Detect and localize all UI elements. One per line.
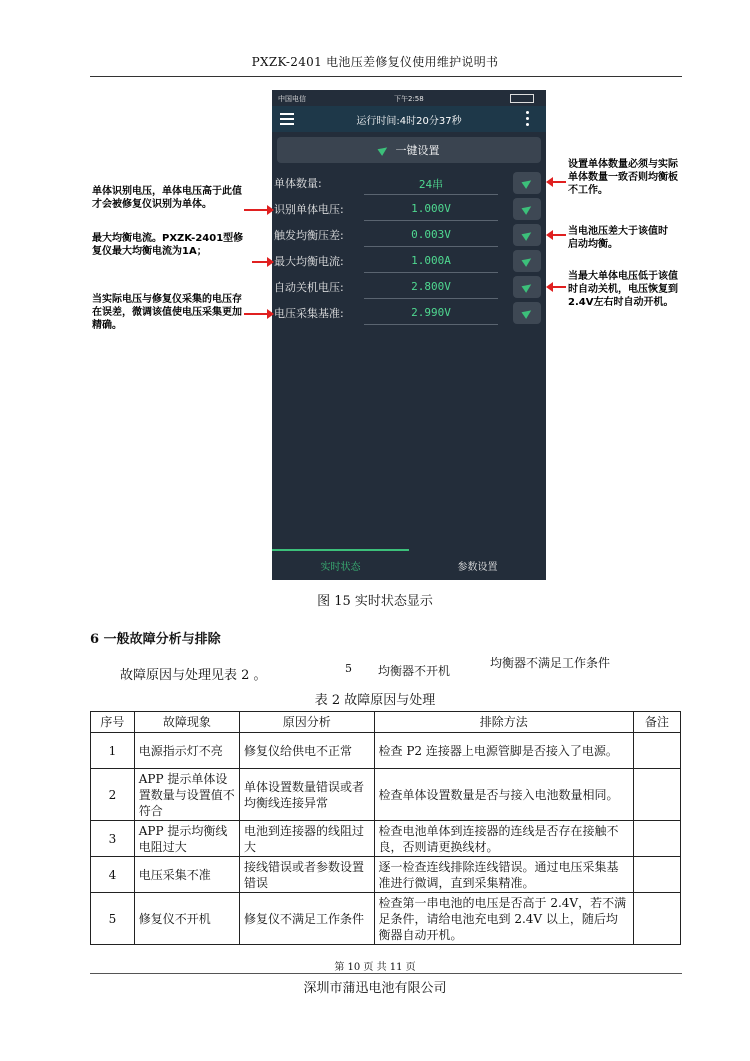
table-row bbox=[91, 821, 681, 857]
annotation-cell-count: 设置单体数量必须与实际单体数量一致否则均衡板不工作。 bbox=[568, 159, 678, 196]
cell-phenomenon: 电源指示灯不亮 bbox=[134, 733, 239, 769]
cell-cause: 修复仪不满足工作条件 bbox=[240, 893, 374, 945]
table-row bbox=[91, 893, 681, 945]
one-key-setup-button[interactable] bbox=[277, 137, 541, 163]
app-bar bbox=[272, 106, 546, 132]
cell-fix: 逐一检查连线排除连线错误。通过电压采集基准进行微调，直到采集精准。 bbox=[374, 857, 634, 893]
send-button[interactable] bbox=[513, 302, 541, 324]
cell-note bbox=[634, 857, 681, 893]
send-icon bbox=[521, 229, 533, 241]
col-header: 故障现象 bbox=[134, 712, 239, 733]
send-icon bbox=[521, 307, 533, 319]
fault-table bbox=[90, 711, 681, 945]
send-button[interactable] bbox=[513, 276, 541, 298]
annotation-detect-voltage: 单体识别电压，单体电压高于此值才会被修复仪识别为单体。 bbox=[92, 186, 242, 210]
status-bar bbox=[272, 90, 546, 106]
annotation-arrow bbox=[244, 209, 268, 211]
send-icon bbox=[521, 255, 533, 267]
col-header: 备注 bbox=[634, 712, 681, 733]
param-label: 最大均衡电流: bbox=[274, 255, 344, 268]
more-icon[interactable] bbox=[526, 111, 530, 127]
carrier-label: 中国电信 bbox=[278, 95, 306, 103]
annotation-shutdown-voltage: 当最大单体电压低于该值时自动关机，电压恢复到2.4V左右时自动开机。 bbox=[568, 271, 678, 308]
annotation-arrow bbox=[552, 181, 566, 183]
param-row-voltage-base bbox=[272, 300, 546, 326]
table-caption: 表 2 故障原因与处理 bbox=[314, 693, 436, 708]
param-label: 触发均衡压差: bbox=[274, 229, 344, 242]
app-screenshot bbox=[272, 90, 546, 580]
intro-paragraph: 故障原因与处理见表 2 。 bbox=[120, 668, 267, 683]
stray-cause: 均衡器不满足工作条件 bbox=[490, 656, 611, 670]
cell-fix: 检查电池单体到连接器的连线是否存在接触不良，否则请更换线材。 bbox=[374, 821, 634, 857]
param-label: 自动关机电压: bbox=[274, 281, 344, 294]
send-button[interactable] bbox=[513, 172, 541, 194]
footer-divider bbox=[90, 973, 682, 974]
cell-cause: 接线错误或者参数设置错误 bbox=[240, 857, 374, 893]
send-icon bbox=[521, 281, 533, 293]
cell-no: 5 bbox=[91, 893, 135, 945]
param-value[interactable]: 2.990V bbox=[411, 306, 451, 319]
send-button[interactable] bbox=[513, 198, 541, 220]
cell-fix: 检查 P2 连接器上电源管脚是否接入了电源。 bbox=[374, 733, 634, 769]
cell-no: 2 bbox=[91, 769, 135, 821]
cell-no: 4 bbox=[91, 857, 135, 893]
annotation-arrow bbox=[552, 286, 566, 288]
table-row bbox=[91, 733, 681, 769]
section-title: 6 一般故障分析与排除 bbox=[90, 632, 221, 647]
figure-caption: 图 15 实时状态显示 bbox=[317, 594, 433, 609]
cell-note bbox=[634, 733, 681, 769]
param-row-shutdown-voltage bbox=[272, 274, 546, 300]
annotation-trigger-diff: 当电池压差大于该值时启动均衡。 bbox=[568, 226, 668, 250]
param-label: 单体数量: bbox=[274, 177, 322, 190]
cell-phenomenon: APP 提示均衡线电阻过大 bbox=[134, 821, 239, 857]
send-button[interactable] bbox=[513, 224, 541, 246]
bottom-tab-bar bbox=[272, 548, 546, 580]
param-value[interactable]: 24串 bbox=[418, 178, 444, 191]
status-time: 下午2:58 bbox=[394, 95, 424, 103]
stray-number: 5 bbox=[345, 662, 352, 675]
cell-no: 3 bbox=[91, 821, 135, 857]
cell-cause: 修复仪给供电不正常 bbox=[240, 733, 374, 769]
cell-no: 1 bbox=[91, 733, 135, 769]
table-row bbox=[91, 769, 681, 821]
send-icon bbox=[521, 177, 533, 189]
stray-phenomenon: 均衡器不开机 bbox=[378, 664, 451, 678]
tab-realtime[interactable]: 实时状态 bbox=[320, 562, 361, 573]
cell-cause: 电池到连接器的线阻过大 bbox=[240, 821, 374, 857]
param-label: 电压采集基准: bbox=[274, 307, 344, 320]
tab-params[interactable]: 参数设置 bbox=[457, 562, 498, 573]
cell-note bbox=[634, 821, 681, 857]
cell-phenomenon: 修复仪不开机 bbox=[134, 893, 239, 945]
param-row-cell-count bbox=[272, 170, 546, 196]
battery-icon bbox=[510, 94, 534, 103]
send-button[interactable] bbox=[513, 250, 541, 272]
cell-note bbox=[634, 769, 681, 821]
page-number: 第 10 页 共 11 页 bbox=[334, 962, 416, 973]
runtime-label: 运行时间:4时20分37秒 bbox=[356, 116, 462, 127]
table-row bbox=[91, 857, 681, 893]
company-name: 深圳市蒲迅电池有限公司 bbox=[303, 981, 447, 996]
param-value[interactable]: 1.000A bbox=[411, 254, 451, 267]
param-row-trigger-diff bbox=[272, 222, 546, 248]
cell-phenomenon: 电压采集不准 bbox=[134, 857, 239, 893]
annotation-arrow bbox=[244, 313, 268, 315]
param-row-detect-voltage bbox=[272, 196, 546, 222]
cell-phenomenon: APP 提示单体设置数量与设置值不符合 bbox=[134, 769, 239, 821]
col-header: 排除方法 bbox=[374, 712, 634, 733]
param-value[interactable]: 1.000V bbox=[411, 202, 451, 215]
param-row-max-current bbox=[272, 248, 546, 274]
document-header: PXZK-2401 电池压差修复仪使用维护说明书 bbox=[251, 55, 499, 69]
annotation-arrow bbox=[552, 234, 566, 236]
send-icon bbox=[521, 203, 533, 215]
cell-fix: 检查第一串电池的电压是否高于 2.4V，若不满足条件，请给电池充电到 2.4V 以上，随后均衡器自动开机。 bbox=[374, 893, 634, 945]
cell-note bbox=[634, 893, 681, 945]
col-header: 序号 bbox=[91, 712, 135, 733]
header-divider bbox=[90, 76, 682, 77]
param-value[interactable]: 0.003V bbox=[411, 228, 451, 241]
send-icon bbox=[377, 144, 389, 156]
col-header: 原因分析 bbox=[240, 712, 374, 733]
param-value[interactable]: 2.800V bbox=[411, 280, 451, 293]
menu-icon[interactable] bbox=[280, 113, 294, 125]
cell-fix: 检查单体设置数量是否与接入电池数量相同。 bbox=[374, 769, 634, 821]
one-key-setup-label: 一键设置 bbox=[395, 144, 440, 157]
annotation-max-current: 最大均衡电流。PXZK-2401型修复仪最大均衡电流为1A； bbox=[92, 233, 244, 257]
annotation-arrow bbox=[252, 261, 268, 263]
param-label: 识别单体电压: bbox=[274, 203, 344, 216]
table-header-row bbox=[91, 712, 681, 733]
cell-cause: 单体设置数量错误或者均衡线连接异常 bbox=[240, 769, 374, 821]
annotation-voltage-base: 当实际电压与修复仪采集的电压存在误差，微调该值使电压采集更加精确。 bbox=[92, 294, 242, 331]
